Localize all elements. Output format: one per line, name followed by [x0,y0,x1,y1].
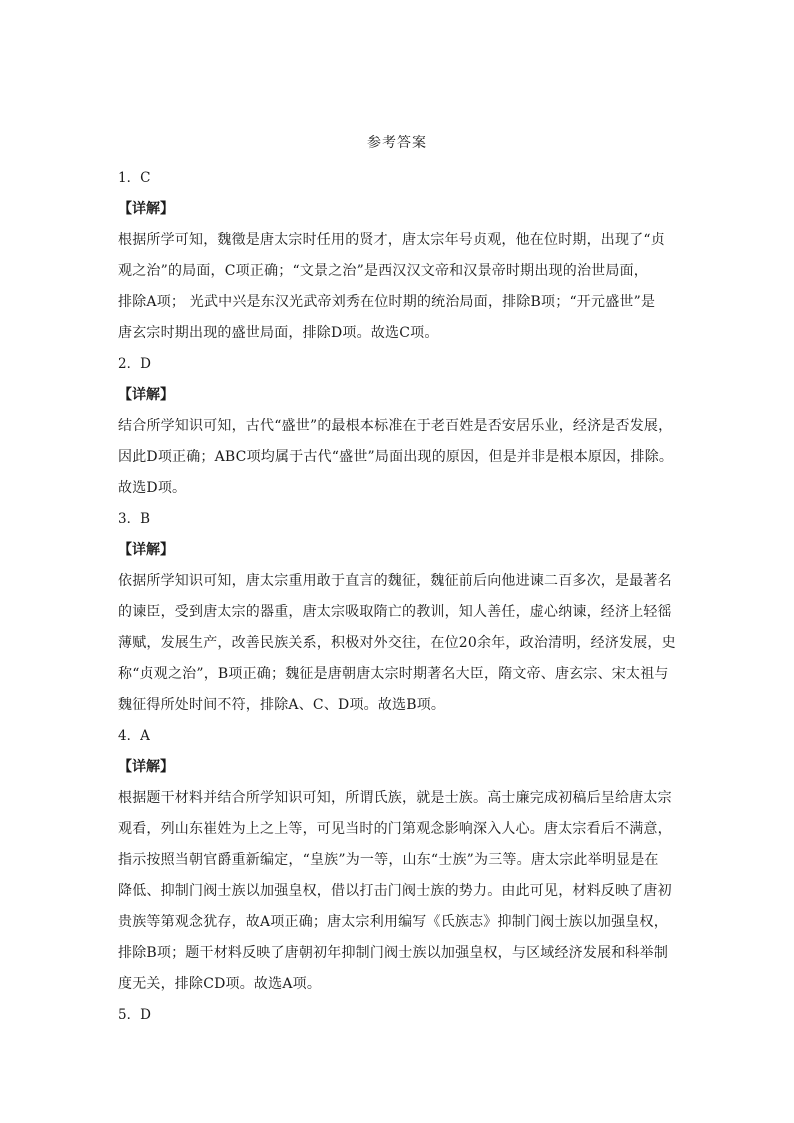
answer-number: 5．D [118,1007,151,1023]
answer-item [118,721,680,1000]
explanation-line: 降低、抑制门阀士族以加强皇权，借以打击门阀士族的势力。由此可见，材料反映了唐初 [118,883,672,899]
answer-item [118,349,680,504]
explanation-line: 故选D项。 [118,480,187,496]
explanation-line: 根据所学可知，魏徵是唐太宗时任用的贤才，唐太宗年号贞观，他在位时期，出现了“贞 [118,232,665,248]
explanation-line: 排除A项； 光武中兴是东汉光武帝刘秀在位时期的统治局面，排除B项；“开元盛世”是 [118,294,656,310]
explanation-line: 度无关，排除CD项。故选A项。 [118,976,322,992]
explanation-heading: 【详解】 [118,201,174,217]
answer-number: 1．C [118,170,151,186]
explanation-line: 因此D项正确；ABC项均属于古代“盛世”局面出现的原因，但是并非是根本原因，排除。 [118,449,674,465]
answer-number: 3．B [118,511,151,527]
answer-item [118,504,680,721]
explanation-line: 薄赋，发展生产，改善民族关系，积极对外交往，在位20余年，政治清明，经济发展，史 [118,635,676,651]
explanation-line: 观看，列山东崔姓为上之上等，可见当时的门第观念影响深入人心。唐太宗看后不满意， [118,821,672,837]
answer-list [118,163,680,1031]
explanation-line: 称“贞观之治”，B项正确；魏征是唐朝唐太宗时期著名大臣，隋文帝、唐玄宗、宋太祖与 [118,666,669,682]
explanation-heading: 【详解】 [118,387,174,403]
explanation-line: 魏征得所处时间不符，排除A、C、D项。故选B项。 [118,697,446,713]
answer-item [118,163,680,349]
explanation-line: 指示按照当朝官爵重新编定，“皇族”为一等，山东“士族”为三等。唐太宗此举明显是在 [118,852,659,868]
explanation-heading: 【详解】 [118,759,174,775]
explanation-line: 的谏臣，受到唐太宗的器重，唐太宗吸取隋亡的教训，知人善任，虚心纳谏，经济上轻徭 [118,604,672,620]
explanation-line: 贵族等第观念犹存，故A项正确；唐太宗利用编写《氏族志》抑制门阀士族以加强皇权， [118,914,668,930]
page-title: 参考答案 [367,135,427,151]
explanation-line: 排除B项；题干材料反映了唐朝初年抑制门阀士族以加强皇权，与区域经济发展和科举制 [118,945,669,961]
answer-number: 2．D [118,356,151,372]
explanation-line: 结合所学知识可知，古代“盛世”的最根本标准在于老百姓是否安居乐业，经济是否发展， [118,418,673,434]
explanation-line: 观之治”的局面，C项正确；“文景之治”是西汉汉文帝和汉景帝时期出现的治世局面， [118,263,648,279]
explanation-heading: 【详解】 [118,542,174,558]
answer-item [118,1000,680,1031]
answer-number: 4．A [118,728,150,744]
explanation-line: 根据题干材料并结合所学知识可知，所谓氏族，就是士族。高士廉完成初稿后呈给唐太宗 [118,790,672,806]
explanation-line: 唐玄宗时期出现的盛世局面，排除D项。故选C项。 [118,325,439,341]
explanation-line: 依据所学知识可知，唐太宗重用敢于直言的魏征，魏征前后向他进谏二百多次，是最著名 [118,573,672,589]
